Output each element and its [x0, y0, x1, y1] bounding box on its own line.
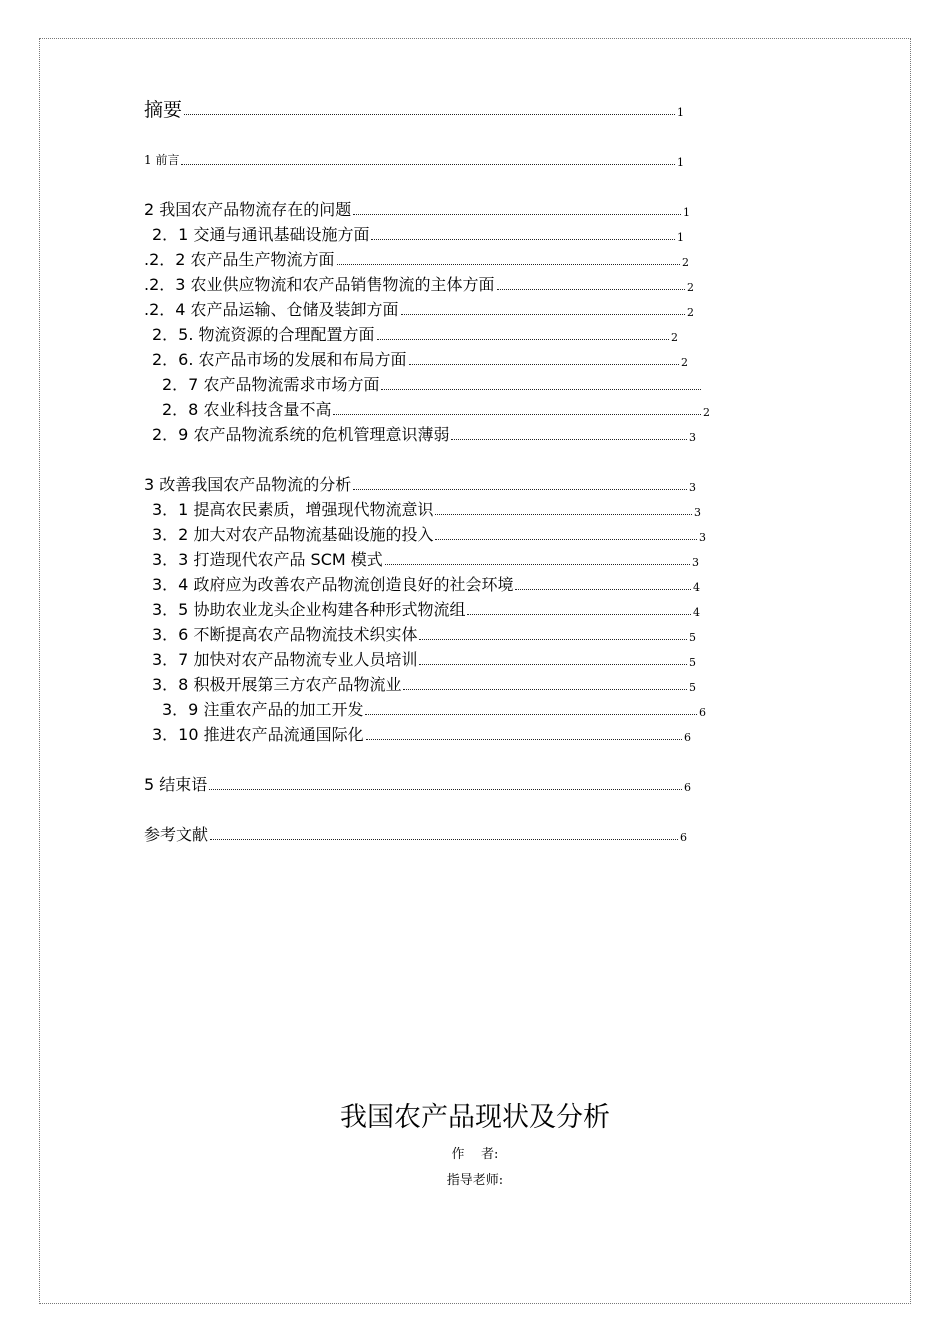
toc-entry-page: 3 [689, 481, 696, 494]
toc-leader [419, 664, 687, 665]
toc-leader [353, 214, 681, 215]
toc-entry-page: 1 [683, 206, 690, 219]
toc-entry-title: 3．5 协助农业龙头企业构建各种形式物流组 [152, 600, 466, 619]
toc-entry-chapter-3[interactable] [144, 475, 696, 495]
toc-entry-page: 6 [680, 831, 687, 844]
toc-entry-title: 摘要 [144, 99, 183, 121]
toc-leader [451, 439, 687, 440]
toc-leader [337, 264, 680, 265]
toc-leader [515, 589, 691, 590]
toc-entry-title: 2．7 农产品物流需求市场方面 [162, 375, 380, 394]
toc-entry-title: 3．4 政府应为改善农产品物流创造良好的社会环境 [152, 575, 514, 594]
toc-leader [377, 339, 669, 340]
toc-leader [353, 489, 687, 490]
toc-entry-preface[interactable] [144, 150, 684, 170]
toc-entry-2-4[interactable] [144, 300, 694, 320]
toc-leader [371, 239, 675, 240]
author-label: 作 者: [451, 1147, 499, 1162]
toc-leader [365, 714, 697, 715]
toc-entry-title: 3 改善我国农产品物流的分析 [144, 475, 352, 494]
toc-entry-2-3[interactable] [144, 275, 694, 295]
toc-entry-title: .2．2 农产品生产物流方面 [144, 250, 335, 269]
toc-entry-3-6[interactable] [152, 625, 696, 645]
toc-leader [419, 639, 687, 640]
toc-entry-page: 2 [682, 256, 689, 269]
document-title: 我国农产品现状及分析 [340, 1102, 610, 1133]
toc-entry-title: .2．4 农产品运输、仓储及装卸方面 [144, 300, 399, 319]
toc-entry-page: 2 [703, 406, 710, 419]
toc-entry-2-8[interactable] [162, 400, 710, 420]
toc-entry-3-4[interactable] [152, 575, 700, 595]
toc-entry-page: 2 [687, 281, 694, 294]
toc-leader [385, 564, 690, 565]
toc-entry-title: 2．6. 农产品市场的发展和布局方面 [152, 350, 407, 369]
toc-entry-page: 3 [692, 556, 699, 569]
toc-leader [181, 164, 675, 165]
toc-entry-3-3[interactable] [152, 550, 699, 570]
toc-entry-page: 6 [684, 731, 691, 744]
toc-entry-2-1[interactable] [152, 225, 684, 245]
toc-entry-2-5[interactable] [152, 325, 678, 345]
toc-leader [467, 614, 691, 615]
toc-entry-3-5[interactable] [152, 600, 700, 620]
advisor-label: 指导老师: [446, 1173, 504, 1188]
toc-entry-2-2[interactable] [144, 250, 689, 270]
toc-leader [435, 514, 692, 515]
toc-entry-page: 1 [677, 231, 684, 244]
toc-leader [366, 739, 682, 740]
toc-entry-title: 2．9 农产品物流系统的危机管理意识薄弱 [152, 425, 450, 444]
toc-leader [409, 364, 679, 365]
toc-entry-title: .2．3 农业供应物流和农产品销售物流的主体方面 [144, 275, 495, 294]
toc-entry-2-7[interactable] [162, 375, 703, 395]
toc-entry-page: 2 [681, 356, 688, 369]
toc-entry-page: 1 [677, 156, 684, 169]
toc-entry-page: 4 [693, 581, 700, 594]
toc-entry-page: 3 [694, 506, 701, 519]
toc-entry-title: 3．7 加快对农产品物流专业人员培训 [152, 650, 418, 669]
toc-entry-3-10[interactable] [152, 725, 691, 745]
toc-entry-title: 2 我国农产品物流存在的问题 [144, 200, 352, 219]
toc-entry-abstract[interactable] [144, 100, 684, 120]
toc-entry-page: 6 [699, 706, 706, 719]
toc-entry-page: 1 [677, 106, 684, 119]
toc-leader [209, 789, 682, 790]
toc-entry-page: 5 [689, 656, 696, 669]
toc-entry-title: 1 前言 [144, 153, 180, 167]
toc-entry-3-1[interactable] [152, 500, 701, 520]
toc-entry-page: 5 [689, 631, 696, 644]
toc-entry-2-9[interactable] [152, 425, 696, 445]
toc-entry-title: 3．9 注重农产品的加工开发 [162, 700, 364, 719]
toc-entry-title: 3．2 加大对农产品物流基础设施的投入 [152, 525, 434, 544]
toc-entry-page: 5 [689, 681, 696, 694]
toc-entry-title: 3．3 打造现代农产品 SCM 模式 [152, 550, 383, 569]
toc-entry-title: 5 结束语 [144, 775, 208, 794]
toc-entry-3-2[interactable] [152, 525, 706, 545]
toc-entry-2-6[interactable] [152, 350, 688, 370]
toc-entry-title: 2．8 农业科技含量不高 [162, 400, 332, 419]
toc-entry-page: 3 [699, 531, 706, 544]
toc-entry-page: 4 [693, 606, 700, 619]
toc-entry-title: 2．1 交通与通讯基础设施方面 [152, 225, 370, 244]
toc-leader [381, 389, 701, 390]
toc-leader [435, 539, 697, 540]
toc-leader [401, 314, 685, 315]
toc-entry-conclusion[interactable] [144, 775, 691, 795]
toc-entry-title: 3．6 不断提高农产品物流技术织实体 [152, 625, 418, 644]
toc-entry-page: 3 [689, 431, 696, 444]
toc-leader [403, 689, 687, 690]
toc-leader [497, 289, 685, 290]
toc-entry-title: 3．10 推进农产品流通国际化 [152, 725, 364, 744]
toc-entry-title: 3．8 积极开展第三方农产品物流业 [152, 675, 402, 694]
toc-entry-page: 2 [687, 306, 694, 319]
toc-entry-page: 2 [671, 331, 678, 344]
toc-entry-title: 2．5. 物流资源的合理配置方面 [152, 325, 375, 344]
toc-entry-3-9[interactable] [162, 700, 706, 720]
toc-entry-3-8[interactable] [152, 675, 696, 695]
toc-entry-title: 参考文献 [144, 825, 209, 844]
toc-leader [333, 414, 701, 415]
toc-entry-title: 3．1 提高农民素质，增强现代物流意识 [152, 500, 434, 519]
toc-entry-references[interactable] [144, 825, 687, 845]
toc-entry-3-7[interactable] [152, 650, 696, 670]
toc-leader [210, 839, 678, 840]
toc-entry-chapter-2[interactable] [144, 200, 690, 220]
toc-entry-page: 6 [684, 781, 691, 794]
toc-leader [184, 114, 675, 115]
